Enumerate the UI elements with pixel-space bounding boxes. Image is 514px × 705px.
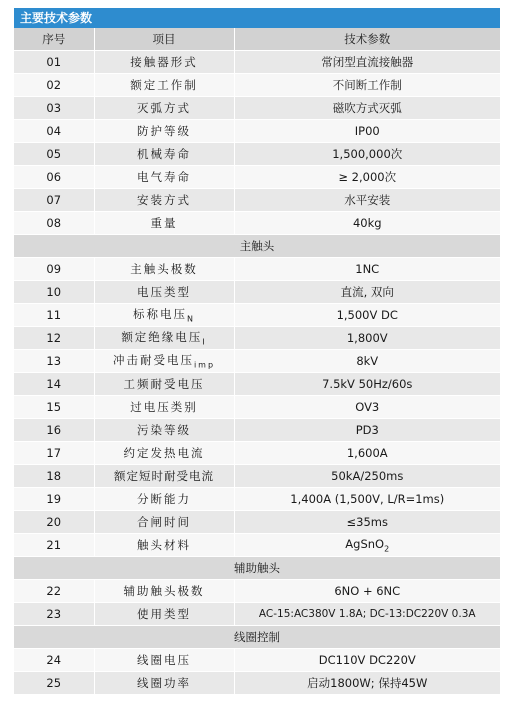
row-value: 直流, 双向: [234, 281, 500, 304]
spec-table: [14, 28, 500, 695]
row-item-subscript: N: [187, 314, 195, 324]
table-row: [14, 143, 500, 166]
table-row: [14, 373, 500, 396]
table-row: [14, 120, 500, 143]
row-num: 13: [14, 350, 94, 373]
row-item: 重量: [94, 212, 234, 235]
row-item-text: 冲击耐受电压: [112, 353, 194, 368]
row-value: 水平安装: [234, 189, 500, 212]
header-item: 项目: [94, 28, 234, 51]
table-row: [14, 396, 500, 419]
table-row: [14, 304, 500, 327]
table-row: [14, 534, 500, 557]
table-row: [14, 189, 500, 212]
table-row: [14, 465, 500, 488]
row-item: 电气寿命: [94, 166, 234, 189]
table-row: [14, 488, 500, 511]
row-item-subscript: imp: [193, 360, 216, 370]
row-item: 机械寿命: [94, 143, 234, 166]
header-row: [14, 28, 500, 51]
row-item: 工频耐受电压: [94, 373, 234, 396]
row-num: 19: [14, 488, 94, 511]
row-num: 16: [14, 419, 94, 442]
row-num: 08: [14, 212, 94, 235]
row-item: 过电压类别: [94, 396, 234, 419]
row-num: 23: [14, 603, 94, 626]
section-title: 辅助触头: [14, 557, 500, 580]
row-value: ≥ 2,000次: [234, 166, 500, 189]
row-item: 使用类型: [94, 603, 234, 626]
table-row: [14, 51, 500, 74]
table-row: [14, 258, 500, 281]
header-num: 序号: [14, 28, 94, 51]
row-value: 启动1800W; 保持45W: [234, 672, 500, 695]
table-row: [14, 603, 500, 626]
row-item: 额定工作制: [94, 74, 234, 97]
row-item-subscript: I: [202, 337, 207, 347]
table-row: [14, 97, 500, 120]
section-title: 主触头: [14, 235, 500, 258]
row-value: IP00: [234, 120, 500, 143]
table-row: [14, 419, 500, 442]
row-num: 03: [14, 97, 94, 120]
row-num: 21: [14, 534, 94, 557]
row-value: 40kg: [234, 212, 500, 235]
row-item-with-sub: [94, 350, 234, 373]
row-item: 接触器形式: [94, 51, 234, 74]
row-item: 额定短时耐受电流: [94, 465, 234, 488]
row-item-with-sub: [94, 304, 234, 327]
section-row-aux-contact: [14, 557, 500, 580]
row-value: 1,500,000次: [234, 143, 500, 166]
row-num: 05: [14, 143, 94, 166]
section-row-coil: [14, 626, 500, 649]
row-value: 1,400A (1,500V, L/R=1ms): [234, 488, 500, 511]
row-item: 线圈功率: [94, 672, 234, 695]
row-value: DC110V DC220V: [234, 649, 500, 672]
row-value: ≤35ms: [234, 511, 500, 534]
row-num: 07: [14, 189, 94, 212]
row-item: 污染等级: [94, 419, 234, 442]
row-num: 18: [14, 465, 94, 488]
table-row: [14, 281, 500, 304]
row-value: 1,800V: [234, 327, 500, 350]
row-value: 1,600A: [234, 442, 500, 465]
table-row: [14, 212, 500, 235]
row-item: 约定发热电流: [94, 442, 234, 465]
row-num: 09: [14, 258, 94, 281]
row-value: 6NO + 6NC: [234, 580, 500, 603]
table-row: [14, 649, 500, 672]
row-value: 不间断工作制: [234, 74, 500, 97]
header-param: 技术参数: [234, 28, 500, 51]
row-item: 线圈电压: [94, 649, 234, 672]
section-row-main-contact: [14, 235, 500, 258]
table-row: [14, 327, 500, 350]
row-value-subscript: 2: [384, 544, 390, 554]
row-item: 辅助触头极数: [94, 580, 234, 603]
row-num: 06: [14, 166, 94, 189]
table-row: [14, 166, 500, 189]
row-num: 25: [14, 672, 94, 695]
row-num: 02: [14, 74, 94, 97]
row-num: 10: [14, 281, 94, 304]
row-item: 主触头极数: [94, 258, 234, 281]
row-item: 电压类型: [94, 281, 234, 304]
row-num: 24: [14, 649, 94, 672]
table-title: 主要技术参数: [14, 8, 500, 28]
row-item-text: 标称电压: [133, 307, 187, 322]
row-item: 防护等级: [94, 120, 234, 143]
row-num: 15: [14, 396, 94, 419]
row-num: 22: [14, 580, 94, 603]
row-value-text: AgSnO: [345, 536, 385, 551]
row-num: 11: [14, 304, 94, 327]
row-value: 50kA/250ms: [234, 465, 500, 488]
table-row: [14, 442, 500, 465]
row-item: 灭弧方式: [94, 97, 234, 120]
row-value: 1NC: [234, 258, 500, 281]
row-num: 14: [14, 373, 94, 396]
row-value: OV3: [234, 396, 500, 419]
table-row: [14, 672, 500, 695]
row-item: 触头材料: [94, 534, 234, 557]
row-value: PD3: [234, 419, 500, 442]
table-row: [14, 74, 500, 97]
row-num: 20: [14, 511, 94, 534]
row-item: 分断能力: [94, 488, 234, 511]
table-row: [14, 511, 500, 534]
row-value: 常闭型直流接触器: [234, 51, 500, 74]
row-num: 12: [14, 327, 94, 350]
row-num: 01: [14, 51, 94, 74]
row-item: 安装方式: [94, 189, 234, 212]
row-item: 合闸时间: [94, 511, 234, 534]
row-value: 7.5kV 50Hz/60s: [234, 373, 500, 396]
row-value: AC-15:AC380V 1.8A; DC-13:DC220V 0.3A: [234, 603, 500, 626]
row-value: 磁吹方式灭弧: [234, 97, 500, 120]
row-value: 1,500V DC: [234, 304, 500, 327]
row-value-with-sub: [234, 534, 500, 557]
row-item-with-sub: [94, 327, 234, 350]
row-item-text: 额定绝缘电压: [121, 330, 203, 345]
table-row: [14, 580, 500, 603]
table-row: [14, 350, 500, 373]
row-num: 04: [14, 120, 94, 143]
row-value: 8kV: [234, 350, 500, 373]
section-title: 线圈控制: [14, 626, 500, 649]
row-num: 17: [14, 442, 94, 465]
